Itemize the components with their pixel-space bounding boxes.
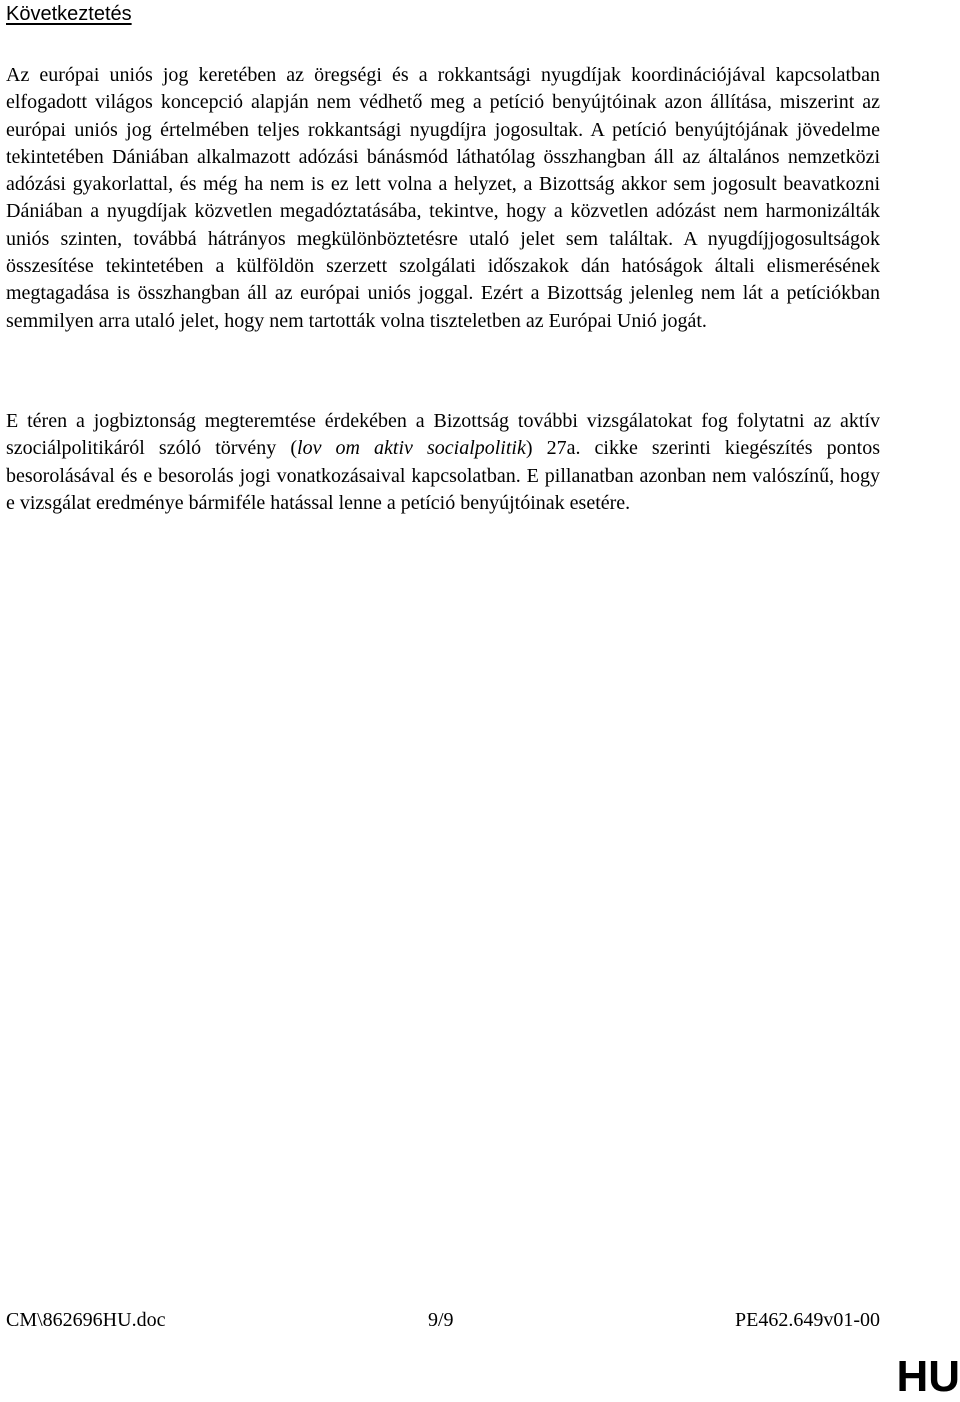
paragraph-conclusion: Az európai uniós jog keretében az öregségi és a rokkantsági nyugdíjak koordinációjával kapcsolatban elfogadott világos koncepció alapján nem védhető meg a petíció benyújtóinak azon állítása, miszerint az európai uniós jog értelmében teljes rokkantsági nyugdíjra jogosultak. A petíció benyújtójának jövedelme tekintetében Dániában alkalmazott adózási bánásmód láthatólag összhangban áll az általános nemzetközi adózási gyakorlattal, és még ha nem is ez lett volna a helyzet, a Bizottság akkor sem jogosult beavatkozni Dániában a nyugdíjak közvetlen megadóztatásába, tekintve, hogy a közvetlen adózást nem harmonizálták uniós szinten, továbbá hátrányos megkülönböztetésre utaló jelet sem találtak. A nyugdíjjogosultságok összesítése tekintetében a külföldön szerzett szolgálati időszakok dán hatóságok általi elismerésének megtagadása is összhangban áll az európai uniós joggal. Ezért a Bizottság jelenleg nem lát a petíciókban semmilyen arra utaló jelet, hogy nem tartották volna tiszteletben az Európai Unió jogát. bbox=[6, 64, 880, 332]
paragraph-text-after: ) 27a. cikke szerinti kiegészítés pontos besorolásával és e besorolás jogi vonatkozásaival kapcsolatban. E pillanatban azonban nem valószínű, hogy e vizsgálat eredménye bármiféle hatással lenne a petíció benyújtóinak esetére. bbox=[6, 437, 880, 514]
law-title-italic: lov om aktiv socialpolitik bbox=[297, 437, 526, 460]
footer-pe-reference: PE462.649v01-00 bbox=[735, 1309, 880, 1331]
footer-page-number: 9/9 bbox=[428, 1309, 454, 1331]
language-code: HU bbox=[896, 1352, 960, 1401]
paragraph-text-before: E téren a jogbiztonság megteremtése érdekében a Bizottság további vizsgálatokat fog folytatni az aktív szociálpolitikáról szóló törvény ( bbox=[6, 410, 880, 460]
footer-doc-reference: CM\862696HU.doc bbox=[6, 1309, 166, 1331]
section-heading: Következtetés bbox=[6, 3, 132, 25]
paragraph-legal-certainty bbox=[6, 408, 880, 517]
page-footer bbox=[6, 1306, 880, 1334]
